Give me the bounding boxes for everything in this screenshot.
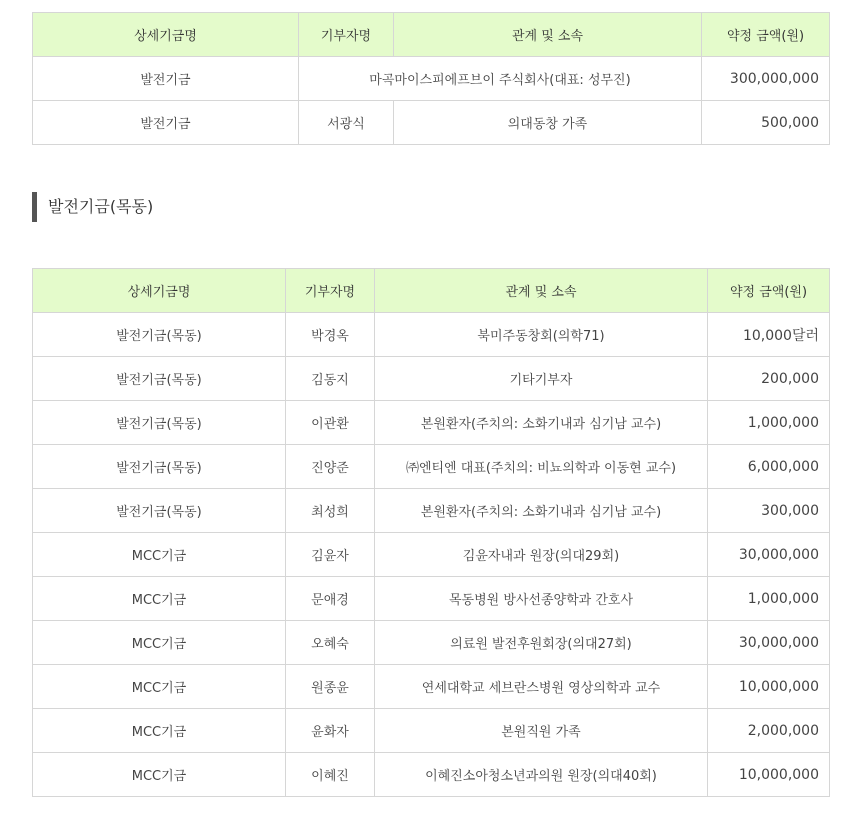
table-row	[33, 445, 830, 489]
cell-donor-name: 이관환	[286, 401, 375, 445]
cell-fund-name: MCC기금	[33, 709, 286, 753]
cell-donor-name: 서광식	[299, 101, 394, 145]
cell-relation: 북미주동창회(의학71)	[375, 313, 708, 357]
cell-amount: 30,000,000	[708, 533, 830, 577]
donation-table-mokdong	[32, 268, 830, 797]
table-row	[33, 401, 830, 445]
table-row	[33, 101, 830, 145]
cell-fund-name: MCC기금	[33, 753, 286, 797]
table-row	[33, 665, 830, 709]
cell-amount: 2,000,000	[708, 709, 830, 753]
header-amount: 약정 금액(원)	[708, 269, 830, 313]
cell-donor-name: 오혜숙	[286, 621, 375, 665]
cell-relation: 연세대학교 세브란스병원 영상의학과 교수	[375, 665, 708, 709]
cell-amount: 1,000,000	[708, 577, 830, 621]
table-row	[33, 313, 830, 357]
cell-fund-name: 발전기금(목동)	[33, 445, 286, 489]
cell-fund-name: MCC기금	[33, 533, 286, 577]
cell-donor-name: 진양준	[286, 445, 375, 489]
cell-relation: ㈜엔티엔 대표(주치의: 비뇨의학과 이동현 교수)	[375, 445, 708, 489]
cell-amount: 300,000	[708, 489, 830, 533]
table-row	[33, 621, 830, 665]
cell-amount: 10,000,000	[708, 665, 830, 709]
header-donor-name: 기부자명	[286, 269, 375, 313]
cell-amount: 10,000,000	[708, 753, 830, 797]
table-body	[33, 313, 830, 797]
cell-fund-name: MCC기금	[33, 621, 286, 665]
header-amount: 약정 금액(원)	[702, 13, 830, 57]
cell-donor-name: 최성희	[286, 489, 375, 533]
cell-fund-name: MCC기금	[33, 577, 286, 621]
cell-fund-name: MCC기금	[33, 665, 286, 709]
cell-relation: 의대동창 가족	[394, 101, 702, 145]
cell-donor-name: 김윤자	[286, 533, 375, 577]
cell-relation: 본원환자(주치의: 소화기내과 심기남 교수)	[375, 489, 708, 533]
cell-fund-name: 발전기금(목동)	[33, 357, 286, 401]
table-row	[33, 57, 830, 101]
cell-amount: 500,000	[702, 101, 830, 145]
cell-fund-name: 발전기금(목동)	[33, 401, 286, 445]
table-row	[33, 709, 830, 753]
table-row	[33, 489, 830, 533]
cell-relation: 목동병원 방사선종양학과 간호사	[375, 577, 708, 621]
cell-donor-name: 윤화자	[286, 709, 375, 753]
cell-amount: 6,000,000	[708, 445, 830, 489]
cell-fund-name: 발전기금	[33, 57, 299, 101]
cell-amount: 30,000,000	[708, 621, 830, 665]
donation-table-main	[32, 12, 830, 145]
cell-donor-name: 박경옥	[286, 313, 375, 357]
section-title: 발전기금(목동)	[32, 192, 153, 222]
table-header-row	[33, 13, 830, 57]
cell-donor-name: 이혜진	[286, 753, 375, 797]
cell-fund-name: 발전기금	[33, 101, 299, 145]
cell-amount: 200,000	[708, 357, 830, 401]
cell-relation: 본원직원 가족	[375, 709, 708, 753]
header-donor-name: 기부자명	[299, 13, 394, 57]
table-row	[33, 753, 830, 797]
cell-relation: 기타기부자	[375, 357, 708, 401]
cell-relation: 의료원 발전후원회장(의대27회)	[375, 621, 708, 665]
cell-relation: 이혜진소아청소년과의원 원장(의대40회)	[375, 753, 708, 797]
table-row	[33, 577, 830, 621]
table-row	[33, 533, 830, 577]
cell-amount: 1,000,000	[708, 401, 830, 445]
cell-donor-name: 김동지	[286, 357, 375, 401]
table-header-row	[33, 269, 830, 313]
header-relation: 관계 및 소속	[394, 13, 702, 57]
table-row	[33, 357, 830, 401]
header-relation: 관계 및 소속	[375, 269, 708, 313]
header-fund-name: 상세기금명	[33, 269, 286, 313]
cell-amount: 300,000,000	[702, 57, 830, 101]
cell-donor-name: 원종윤	[286, 665, 375, 709]
cell-relation: 본원환자(주치의: 소화기내과 심기남 교수)	[375, 401, 708, 445]
cell-fund-name: 발전기금(목동)	[33, 489, 286, 533]
cell-amount: 10,000달러	[708, 313, 830, 357]
header-fund-name: 상세기금명	[33, 13, 299, 57]
cell-fund-name: 발전기금(목동)	[33, 313, 286, 357]
cell-relation: 마곡마이스피에프브이 주식회사(대표: 성무진)	[299, 57, 702, 101]
cell-donor-name: 문애경	[286, 577, 375, 621]
cell-relation: 김윤자내과 원장(의대29회)	[375, 533, 708, 577]
